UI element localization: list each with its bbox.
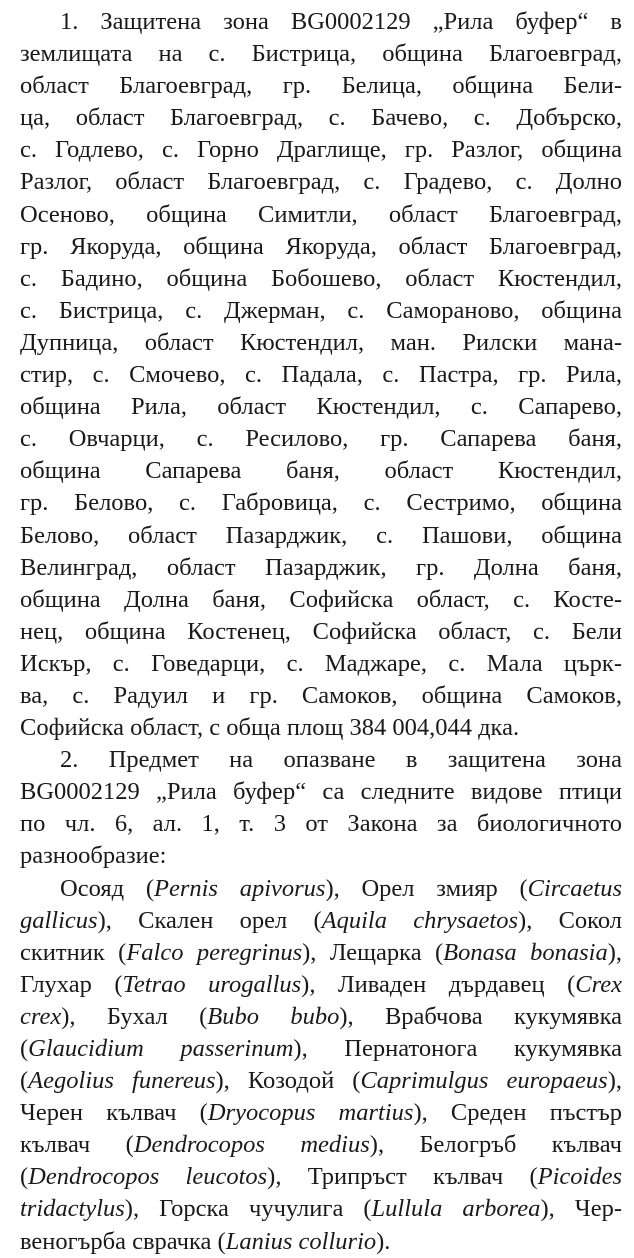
text-segment: Глухар ( [20,970,123,998]
latin-species-name: Bonasa bonasia [443,938,608,966]
text-line [0,423,634,455]
paragraph-p3 [0,873,634,1258]
text-segment: ), Орел змияр ( [325,874,528,902]
text-segment: ), Скален орел ( [97,906,322,934]
text-line [0,840,634,872]
text-line [0,520,634,552]
text-line [0,487,634,519]
text-line [0,1161,634,1193]
text-segment: ), Среден пъстър [413,1099,622,1127]
text-line [0,1065,634,1097]
text-segment: ), [607,938,622,966]
paragraph-p1 [0,6,634,744]
latin-species-name: Pernis apivorus [154,874,326,902]
text-segment: ), Пернатонога кукумявка [293,1035,622,1062]
text-segment: Белово, област Пазарджик, с. Пашови, община [20,521,622,549]
text-line [0,1033,634,1065]
text-segment: веногърба сврачка ( [20,1227,226,1255]
text-segment: нец, община Костенец, Софийска област, с. Бели [20,617,622,645]
text-segment: област Благоевград, гр. Белица, община Бели- [20,72,622,100]
text-segment: община Рила, област Кюстендил, с. Сапарево, [20,393,622,421]
text-segment: ), Бухал ( [61,1002,208,1030]
text-segment: ва, с. Радуил и гр. Самоков, община Самоков, [20,681,622,709]
latin-species-name: Lanius collurio [225,1227,377,1255]
text-line [0,38,634,70]
text-segment: с. Бадино, община Бобошево, област Кюстендил, [20,264,622,292]
text-line [0,6,634,38]
text-segment: ), [607,1067,622,1095]
text-line [0,552,634,584]
text-line [0,808,634,840]
text-line [0,70,634,102]
text-line [0,1097,634,1129]
text-segment: ), Врабчова кукумявка [339,1002,622,1030]
text-segment: скитник ( [20,938,127,966]
latin-species-name: Bubo bubo [207,1002,340,1030]
latin-species-name: Tetrao urogallus [122,970,302,998]
text-segment: ( [20,1035,29,1062]
text-line [0,231,634,263]
paragraph-p2 [0,744,634,872]
text-line [0,937,634,969]
text-segment: 2. Предмет на опазване в защитена зона [60,746,622,774]
text-segment: ( [20,1163,29,1191]
text-line [0,776,634,808]
latin-species-name: Picoides [537,1163,622,1191]
text-segment: стир, с. Смочево, с. Падала, с. Пастра, гр. Рила, [20,361,622,389]
text-line [0,134,634,166]
latin-species-name: Crex [575,970,622,998]
text-segment: с. Овчарци, с. Ресилово, гр. Сапарева баня, [20,425,622,453]
text-segment: гр. Белово, с. Габровица, с. Сестримо, община [20,489,622,517]
text-line [0,905,634,937]
text-segment: Разлог, област Благоевград, с. Градево, с. Долно [20,168,622,196]
text-line [0,327,634,359]
text-line [0,455,634,487]
latin-species-name: Caprimulgus europaeus [360,1067,608,1095]
text-line [0,680,634,712]
text-line [0,359,634,391]
text-segment: община Долна баня, Софийска област, с. Косте- [20,585,622,613]
latin-species-name: Falco peregrinus [126,938,303,966]
text-line [0,712,634,744]
text-segment: гр. Якоруда, община Якоруда, област Благоевград, [20,232,622,260]
text-segment: Осояд ( [60,874,154,902]
latin-species-name: Circaetus [527,874,623,902]
latin-species-name: gallicus [20,906,98,934]
text-segment: ), Козодой ( [215,1067,361,1095]
text-segment: ( [20,1067,29,1095]
text-line [0,1193,634,1225]
latin-species-name: Dryocopus martius [207,1099,414,1127]
latin-species-name: Dendrocopos medius [133,1131,370,1159]
text-line [0,616,634,648]
text-segment: ). [376,1227,391,1255]
text-line [0,391,634,423]
text-segment: Осеново, община Симитли, област Благоевград, [20,200,622,228]
text-segment: по чл. 6, ал. 1, т. 3 от Закона за биологичното [20,810,622,838]
text-segment: ), Белогръб кълвач [369,1131,623,1159]
text-line [0,744,634,776]
text-segment: Черен кълвач ( [20,1099,208,1127]
text-segment: BG0002129 „Рила буфер“ са следните видове птици [20,778,622,806]
text-segment: ), Чер- [540,1195,622,1223]
text-segment: с. Годлево, с. Горно Драглище, гр. Разлог, община [20,136,622,164]
text-line [0,584,634,616]
text-segment: с. Бистрица, с. Джерман, с. Самораново, община [20,296,622,324]
latin-species-name: Dendrocopos leucotos [28,1163,268,1191]
text-line [0,969,634,1001]
latin-species-name: Lullula arborea [371,1195,541,1223]
latin-species-name: Aegolius funereus [28,1067,216,1095]
text-segment: Дупница, област Кюстендил, ман. Рилски мана- [20,328,622,356]
latin-species-name: crex [20,1002,62,1030]
latin-species-name: Glaucidium passerinum [28,1035,294,1062]
text-line [0,1226,634,1258]
text-line [0,295,634,327]
text-segment: Искър, с. Говедарци, с. Маджаре, с. Мала църк- [20,649,622,677]
text-segment: ), Сокол [518,906,622,934]
text-segment: ), Горска чучулига ( [124,1195,372,1223]
text-line [0,263,634,295]
latin-species-name: Aquila chrysaetos [321,906,519,934]
text-segment: Софийска област, с обща площ 384 004,044 дка. [20,714,520,742]
text-segment: Велинград, област Пазарджик, гр. Долна баня, [20,553,622,581]
text-line [0,1001,634,1033]
text-segment: ), Трипръст кълвач ( [267,1163,538,1191]
text-line [0,648,634,680]
text-segment: 1. Защитена зона BG0002129 „Рила буфер“ в [60,8,622,35]
text-line [0,873,634,905]
text-segment: община Сапарева баня, област Кюстендил, [20,457,622,485]
text-line [0,102,634,134]
text-line [0,1129,634,1161]
text-segment: ), Лещарка ( [302,938,444,966]
text-segment: землищата на с. Бистрица, община Благоевград, [20,40,622,68]
latin-species-name: tridactylus [20,1195,125,1223]
text-segment: кълвач ( [20,1131,134,1159]
text-segment: ), Ливаден дърдавец ( [301,970,576,998]
text-line [0,199,634,231]
text-segment: ца, област Благоевград, с. Бачево, с. Добърско, [20,104,622,132]
text-line [0,166,634,198]
text-segment: разнообразие: [20,842,167,870]
